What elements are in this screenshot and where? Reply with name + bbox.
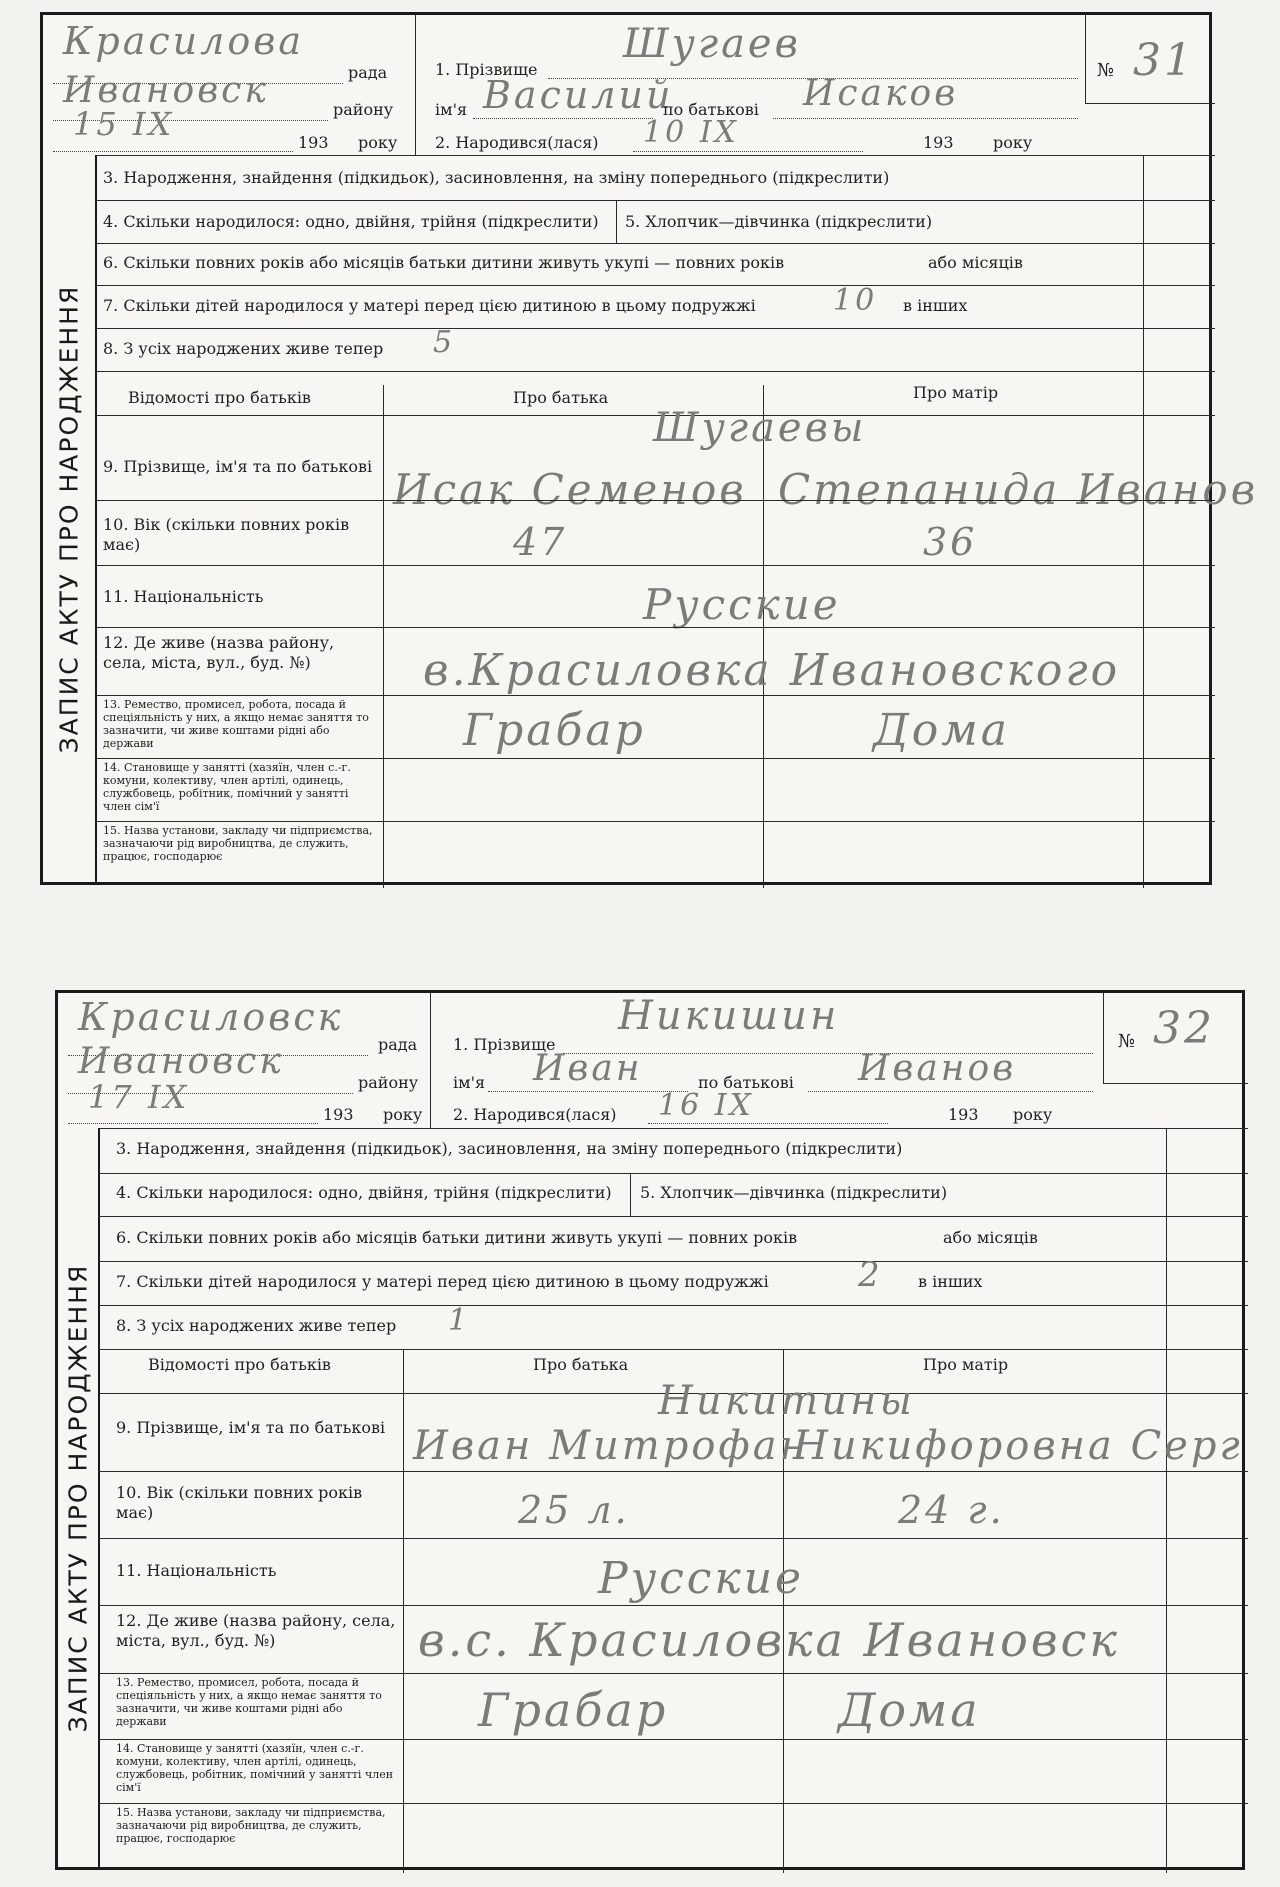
mother-name-handwritten: Никифоровна Серг [793, 1423, 1243, 1469]
mother-occupation-handwritten: Дома [873, 705, 1010, 756]
father-age-handwritten: 25 л. [518, 1488, 630, 1532]
col-mother-header: Про матір [913, 383, 999, 402]
name-label: ім'я [453, 1073, 486, 1092]
surname-handwritten: Шугаев [623, 21, 801, 67]
field-8: 8. З усіх народжених живе тепер [103, 339, 384, 358]
field-3: 3. Народження, знайдення (підкидьок), засиновлення, на зміну попереднього (підкреслити) [103, 168, 890, 187]
col-mother-header: Про матір [923, 1355, 1009, 1374]
mother-occupation-handwritten: Дома [838, 1683, 981, 1737]
name-handwritten: Василий [483, 73, 674, 117]
parents-surname-handwritten: Никитины [658, 1378, 915, 1424]
raion-label: району [333, 100, 394, 119]
address-handwritten: в.с. Красиловка Ивановск [418, 1613, 1120, 1667]
field-7-handwritten: 2 [858, 1255, 883, 1295]
born-roku-label: року [1013, 1105, 1053, 1124]
roku-label: року [358, 133, 398, 152]
field-15: 15. Назва установи, закладу чи підприємства, зазначаючи рід виробництва, де служить, працює, господарює [103, 824, 373, 863]
field-4: 4. Скільки народилося: одно, двійня, трійня (підкреслити) [103, 212, 599, 231]
field-4: 4. Скільки народилося: одно, двійня, трійня (підкреслити) [116, 1183, 612, 1202]
side-title: ЗАПИС АКТУ ПРО НАРОДЖЕННЯ [43, 155, 97, 882]
field-6b: або місяців [943, 1228, 1038, 1247]
field-14: 14. Становище у занятті (хазяїн, член с.-г. комуни, колективу, член артілі, одинець, службовець, робітник, помічний у занятті член сім'ї [103, 761, 351, 813]
roku-label: року [383, 1105, 423, 1124]
reg-date-handwritten: 15 IX [73, 105, 175, 143]
surname-label: 1. Прізвище [453, 1035, 556, 1054]
field-9: 9. Прізвище, ім'я та по батькові [103, 457, 373, 476]
year-label: 193 [298, 133, 329, 152]
born-label: 2. Народився(лася) [453, 1105, 617, 1124]
father-age-handwritten: 47 [513, 520, 568, 564]
col-father-header: Про батька [513, 388, 609, 407]
field-5: 5. Хлопчик—дівчинка (підкреслити) [625, 212, 933, 231]
surname-label: 1. Прізвище [435, 60, 538, 79]
field-9: 9. Прізвище, ім'я та по батькові [116, 1418, 386, 1437]
field-7b: в інших [903, 296, 968, 315]
born-label: 2. Народився(лася) [435, 133, 599, 152]
number-handwritten: 32 [1153, 1003, 1215, 1054]
name-handwritten: Иван [533, 1048, 643, 1089]
field-11: 11. Національність [103, 587, 264, 606]
patronymic-label: по батькові [663, 100, 759, 119]
reg-date-handwritten: 17 IX [88, 1078, 190, 1116]
mother-age-handwritten: 36 [923, 520, 978, 564]
field-12: 12. Де живе (назва району, села, міста, вул., буд. №) [116, 1611, 396, 1650]
parents-surname-handwritten: Шугаевы [653, 405, 867, 451]
field-12: 12. Де живе (назва району, села, міста, вул., буд. №) [103, 633, 335, 672]
patronymic-label: по батькові [698, 1073, 794, 1092]
born-year-label: 193 [923, 133, 954, 152]
address-handwritten: в.Красиловка Ивановского [423, 645, 1121, 696]
surname-handwritten: Никишин [618, 993, 840, 1039]
rada-label: рада [348, 63, 388, 82]
born-year-label: 193 [948, 1105, 979, 1124]
field-8: 8. З усіх народжених живе тепер [116, 1316, 397, 1335]
mother-age-handwritten: 24 г. [898, 1488, 1005, 1532]
raion-handwritten: Ивановск [63, 70, 269, 111]
born-handwritten: 10 IX [643, 115, 739, 150]
patronymic-handwritten: Иванов [858, 1048, 1017, 1089]
field-8-handwritten: 5 [433, 325, 456, 360]
father-occupation-handwritten: Грабар [478, 1683, 669, 1737]
field-7b: в інших [918, 1272, 983, 1291]
number-label: № [1097, 60, 1115, 81]
rada-handwritten: Красилова [63, 19, 304, 63]
rada-label: рада [378, 1035, 418, 1054]
field-6: 6. Скільки повних років або місяців батьки дитини живуть укупі — повних років [103, 253, 785, 272]
col-info-header: Відомості про батьків [148, 1355, 331, 1374]
col-father-header: Про батька [533, 1355, 629, 1374]
born-handwritten: 16 IX [658, 1088, 754, 1123]
col-info-header: Відомості про батьків [128, 388, 311, 407]
nationality-handwritten: Русские [598, 1553, 805, 1604]
field-3: 3. Народження, знайдення (підкидьок), засиновлення, на зміну попереднього (підкреслити) [116, 1139, 903, 1158]
number-handwritten: 31 [1133, 35, 1195, 86]
name-label: ім'я [435, 100, 468, 119]
field-14: 14. Становище у занятті (хазяїн, член с.-г. комуни, колективу, член артілі, одинець, службовець, робітник, помічний у занятті член сім'ї [116, 1742, 394, 1794]
father-occupation-handwritten: Грабар [463, 705, 646, 756]
field-15: 15. Назва установи, закладу чи підприємства, зазначаючи рід виробництва, де служить, працює, господарює [116, 1806, 386, 1845]
year-label: 193 [323, 1105, 354, 1124]
field-13: 13. Ремество, промисел, робота, посада й спеціяльність у них, а якщо немає заняття то зазначити, чи живе коштами рідні або держави [116, 1676, 382, 1728]
field-6b: або місяців [928, 253, 1023, 272]
field-7: 7. Скільки дітей народилося у матері перед цією дитиною в цьому подружжі [103, 296, 756, 315]
mother-name-handwritten: Степанида Иванов [778, 465, 1259, 514]
field-5: 5. Хлопчик—дівчинка (підкреслити) [640, 1183, 948, 1202]
field-10: 10. Вік (скільки повних років має) [103, 515, 350, 554]
patronymic-handwritten: Исаков [803, 73, 959, 114]
birth-record-2 [55, 990, 1245, 1870]
number-label: № [1118, 1031, 1136, 1052]
side-title: ЗАПИС АКТУ ПРО НАРОДЖЕННЯ [58, 1128, 100, 1867]
field-7-handwritten: 10 [833, 283, 878, 318]
field-6: 6. Скільки повних років або місяців батьки дитини живуть укупі — повних років [116, 1228, 798, 1247]
father-name-handwritten: Иван Митрофан [413, 1423, 809, 1469]
birth-record-1 [40, 12, 1259, 885]
field-8-handwritten: 1 [448, 1303, 471, 1338]
raion-handwritten: Ивановск [78, 1041, 284, 1082]
field-7: 7. Скільки дітей народилося у матері перед цією дитиною в цьому подружжі [116, 1272, 769, 1291]
raion-label: району [358, 1073, 419, 1092]
rada-handwritten: Красиловск [78, 995, 344, 1039]
field-13: 13. Ремество, промисел, робота, посада й спеціяльність у них, а якщо немає заняття то зазначити, чи живе коштами рідні або держави [103, 698, 369, 750]
nationality-handwritten: Русские [643, 580, 841, 629]
field-11: 11. Національність [116, 1561, 277, 1580]
born-roku-label: року [993, 133, 1033, 152]
father-name-handwritten: Исак Семенов [393, 465, 747, 514]
field-10: 10. Вік (скільки повних років має) [116, 1483, 363, 1522]
